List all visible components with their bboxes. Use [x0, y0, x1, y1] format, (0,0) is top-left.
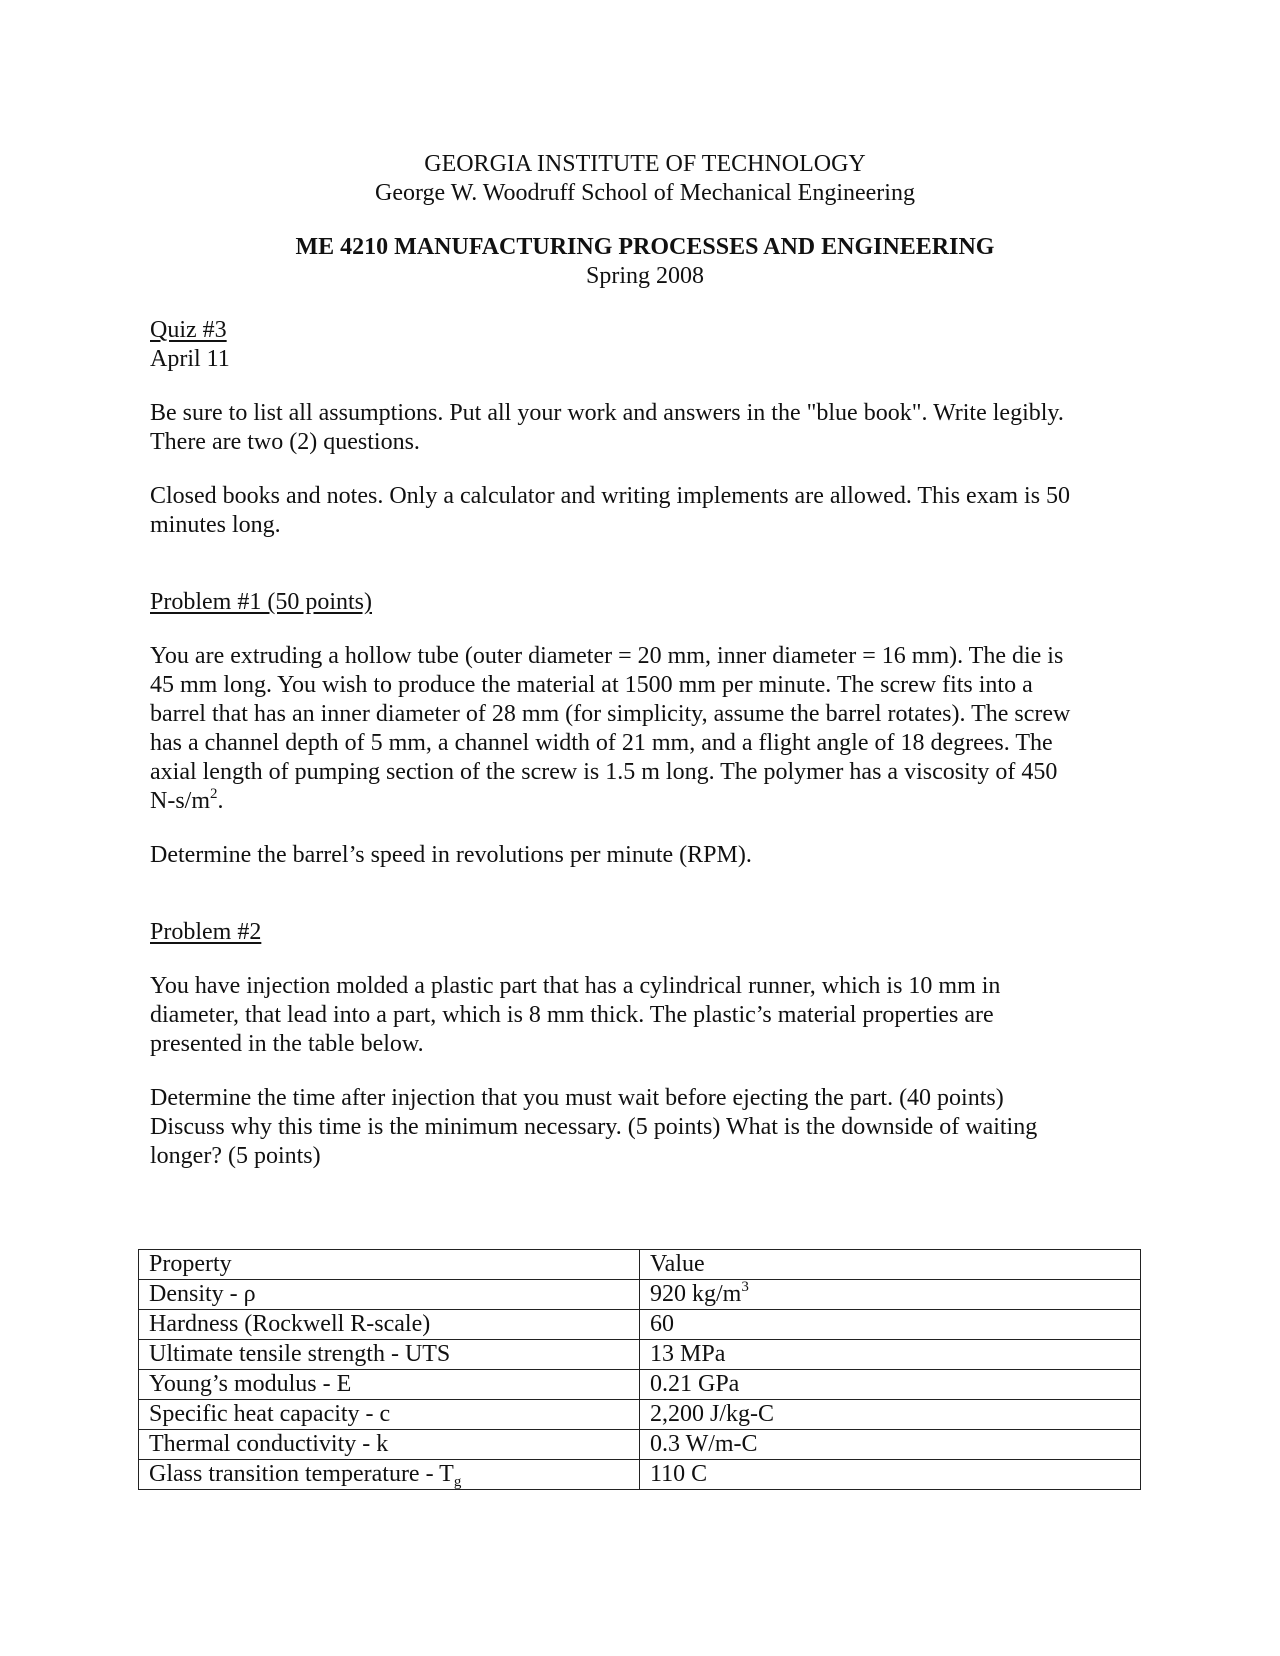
course-block [150, 233, 1140, 291]
problem-2-line: You have injection molded a plastic part that has a cylindrical runner, which is 10 mm in [150, 973, 1001, 999]
instructions [150, 399, 1140, 540]
viscosity-exponent: 2 [210, 786, 218, 802]
problem-2-title: Problem #2 [150, 919, 262, 945]
table-row [139, 1460, 1141, 1490]
school-name: George W. Woodruff School of Mechanical Engineering [375, 180, 915, 206]
table-header-property: Property [139, 1250, 640, 1280]
problem-1-line: has a channel depth of 5 mm, a channel width of 21 mm, and a flight angle of 18 degrees. The [150, 730, 1053, 756]
table-header-value: Value [640, 1250, 1141, 1280]
table-row [139, 1400, 1141, 1430]
table-cell-value: 110 C [640, 1460, 1141, 1490]
quiz-title: Quiz #3 [150, 317, 227, 343]
table-row [139, 1310, 1141, 1340]
problem-1-line: barrel that has an inner diameter of 28 mm (for simplicity, assume the barrel rotates). The screw [150, 701, 1071, 727]
problem-1 [150, 588, 1140, 870]
problem-2-question: Discuss why this time is the minimum necessary. (5 points) What is the downside of waiting [150, 1114, 1038, 1140]
header [150, 150, 1140, 208]
table-cell-property: Hardness (Rockwell R-scale) [139, 1310, 640, 1340]
table-cell-property [139, 1460, 640, 1490]
table-cell-property: Young’s modulus - E [139, 1370, 640, 1400]
table-cell-property: Density - ρ [139, 1280, 640, 1310]
problem-1-line [150, 787, 1140, 816]
table-cell-value: 0.3 W/m-C [640, 1430, 1141, 1460]
table-row [139, 1280, 1141, 1310]
institute-name: GEORGIA INSTITUTE OF TECHNOLOGY [424, 151, 866, 177]
table-cell-property: Ultimate tensile strength - UTS [139, 1340, 640, 1370]
term: Spring 2008 [585, 263, 704, 289]
problem-1-title: Problem #1 (50 points) [150, 589, 372, 615]
table-row [139, 1430, 1141, 1460]
table-cell-property: Specific heat capacity - c [139, 1400, 640, 1430]
quiz-date: April 11 [150, 346, 230, 372]
viscosity-end: . [217, 788, 224, 814]
table-cell-value [640, 1280, 1141, 1310]
viscosity-unit: N-s/m [150, 788, 210, 814]
quiz-info [150, 316, 1140, 374]
instruction-line: Be sure to list all assumptions. Put all your work and answers in the "blue book". Write legibly. [150, 400, 1064, 426]
instruction-line: minutes long. [150, 512, 281, 538]
table-row [139, 1370, 1141, 1400]
problem-2 [150, 918, 1140, 1171]
problem-2-question: longer? (5 points) [150, 1143, 321, 1169]
exam-page [150, 150, 1140, 1171]
table-cell-value: 60 [640, 1310, 1141, 1340]
course-title: ME 4210 MANUFACTURING PROCESSES AND ENGINEERING [295, 234, 995, 260]
material-properties-table [138, 1249, 1141, 1490]
tg-subscript: g [453, 1474, 462, 1490]
problem-1-question: Determine the barrel’s speed in revolutions per minute (RPM). [150, 842, 752, 868]
density-value: 920 kg/m [650, 1281, 742, 1307]
table-header-row [139, 1250, 1141, 1280]
problem-2-line: presented in the table below. [150, 1031, 424, 1057]
table-row [139, 1340, 1141, 1370]
problem-1-line: You are extruding a hollow tube (outer diameter = 20 mm, inner diameter = 16 mm). The die is [150, 643, 1064, 669]
tg-label: Glass transition temperature - T [149, 1461, 454, 1487]
problem-2-line: diameter, that lead into a part, which is 8 mm thick. The plastic’s material properties are [150, 1002, 994, 1028]
table-cell-value: 2,200 J/kg-C [640, 1400, 1141, 1430]
table-cell-value: 0.21 GPa [640, 1370, 1141, 1400]
problem-1-line: axial length of pumping section of the screw is 1.5 m long. The polymer has a viscosity of 450 [150, 759, 1058, 785]
density-exponent: 3 [741, 1279, 749, 1295]
table-cell-property: Thermal conductivity - k [139, 1430, 640, 1460]
problem-2-question: Determine the time after injection that you must wait before ejecting the part. (40 points) [150, 1085, 1004, 1111]
table-cell-value: 13 MPa [640, 1340, 1141, 1370]
problem-1-line: 45 mm long. You wish to produce the material at 1500 mm per minute. The screw fits into a [150, 672, 1033, 698]
instruction-line: Closed books and notes. Only a calculator and writing implements are allowed. This exam is 50 [150, 483, 1071, 509]
instruction-line: There are two (2) questions. [150, 429, 420, 455]
